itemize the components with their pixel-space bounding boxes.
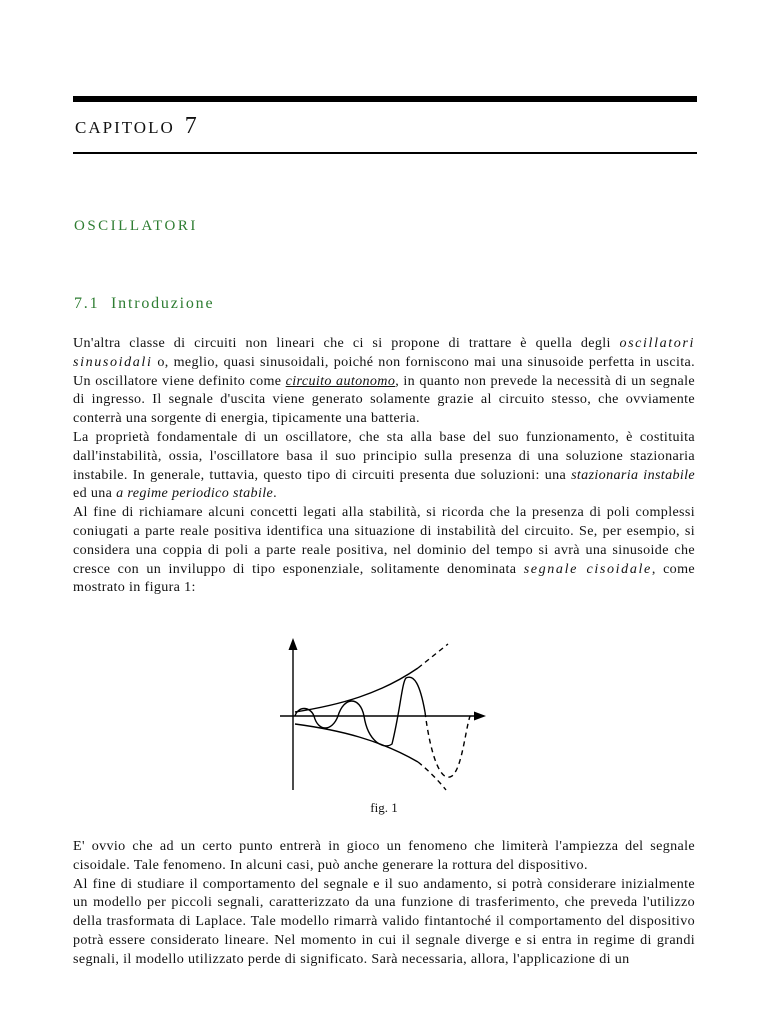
subsection-number: 7.1 (74, 295, 100, 312)
cisoid-signal-figure (280, 632, 490, 794)
paragraph-2 (73, 428, 695, 503)
continuation-text-block (73, 837, 695, 969)
chapter-bottom-rule (73, 152, 697, 154)
paragraph-1 (73, 334, 695, 428)
p2-emphasis-regime: a regime periodico stabile (116, 485, 274, 502)
lower-envelope-extension (418, 762, 446, 790)
p1-text-c: , in quanto non prevede la necessità di un segnale di ingresso. Il segnale d'uscita viene generato solamente grazie al circuito stesso, che ovviamente conterrà una sorgente di energia, tipicamente una batteria. (73, 372, 695, 427)
paragraph-4: E' ovvio che ad un certo punto entrerà in gioco un fenomeno che limiterà l'ampiezza del segnale cisoidale. Tale fenomeno. In alcuni casi, può anche generare la rottura del dispositivo. (73, 838, 695, 873)
p2-text-c: . (273, 485, 277, 502)
cisoid-curve-continuation (425, 712, 470, 777)
p3-text-a: Al fine di richiamare alcuni concetti legati alla stabilità, si ricorda che la presenza di poli complessi coniugati a parte reale positiva identifica una situazione di instabilità del circuito. Se, per esempio, si considera una coppia di poli a parte reale positiva, nel dominio del tempo si avrà una sinusoide che cresce con un inviluppo di tipo esponenziale, solitamente denominata (73, 504, 695, 577)
x-axis-arrowhead (474, 712, 486, 721)
p2-text-b: ed una (73, 485, 117, 502)
section-title: OSCILLATORI (74, 218, 198, 234)
upper-envelope-extension (418, 644, 448, 668)
figure-caption: fig. 1 (370, 800, 398, 815)
p1-emphasis-circuito-autonomo: circuito autonomo (285, 372, 396, 389)
lower-envelope (295, 724, 418, 762)
p2-emphasis-stazionaria: stazionaria instabile (571, 466, 695, 483)
paragraph-5: Al fine di studiare il comportamento del segnale e il suo andamento, si potrà considerare inizialmente un modello per piccoli segnali, caratterizzato da una funzione di trasferimento, che preveda l'utilizzo della trasformata di Laplace. Tale modello rimarrà valido fintantoché il comportamento del dispositivo potrà essere considerato lineare. Nel momento in cui il segnale diverge e si entra in regime di grandi segnali, il modello utilizzato perde di significato. Sarà necessaria, allora, l'applicazione di un (73, 875, 695, 967)
p2-text-a: La proprietà fondamentale di un oscillatore, che sta alla base del suo funzionamento, è costituita dall'instabilità, ossia, l'oscillatore basa il suo principio sulla presenza di una soluzione stazionaria instabile. In generale, tuttavia, questo tipo di circuiti presenta due soluzioni: una (73, 428, 695, 483)
p1-text-b: o, meglio, quasi sinusoidali, poiché non forniscono mai una sinusoide perfetta in uscita. Un oscillatore viene definito come (73, 353, 695, 389)
paragraph-3 (73, 503, 695, 597)
p1-text-a: Un'altra classe di circuiti non lineari che ci si propone di trattare è quella degli (73, 335, 620, 351)
subsection-title: Introduzione (111, 295, 215, 312)
chapter-heading (75, 113, 198, 140)
y-axis-arrowhead (289, 638, 298, 650)
intro-text-block (73, 334, 695, 597)
cisoid-curve (295, 677, 425, 746)
p3-emphasis-segnale: segnale cisoidale (523, 560, 652, 577)
subsection-heading (74, 295, 214, 313)
chapter-top-rule (73, 96, 697, 102)
chapter-number: 7 (184, 113, 198, 139)
p3-text-b: , come mostrato in figura 1: (73, 560, 695, 596)
p1-emphasis-oscillatori: oscillatori sinusoidali (73, 335, 695, 370)
chapter-label: CAPITOLO (75, 118, 175, 137)
